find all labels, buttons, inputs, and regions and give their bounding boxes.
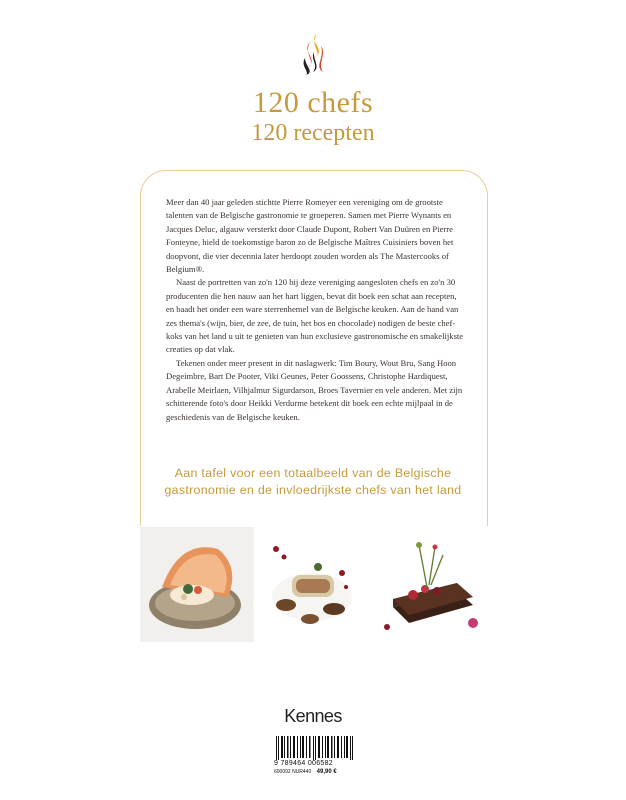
mushroom-dish-photo <box>256 527 370 642</box>
body-paragraph-2: Naast de portretten van zo'n 120 bij deze vereniging aangesloten chefs en zo'n 30 producenten die hen nauw aan het hart liggen, bevat dit boek een schat aan recepten, en baadt het onder een ware sterrenhemel van de Belgische keuken. Aan de hand van zes thema's (wijn, bier, de zee, de tuin, het bos en chocolade) nodigen de beste chef- koks van het land u uit te genieten van hun exclusieve gastronomische en smakelijkste creaties op dat vlak. <box>166 277 464 355</box>
title-line-2: 120 recepten <box>251 120 375 146</box>
body-paragraph-1: Meer dan 40 jaar geleden stichtte Pierre Romeyer een vereniging om de grootste talenten van de Belgische gastronomie te groeperen. Samen met Pierre Wynants en Jacques Deluc, algauw versterkt door Claude Dupont, Robert Van Duüren en Pierre Fonteyne, hield de toekomstige baron zo de Belgische Maîtres Cuisiniers boven het doopvont, die vier decennia later herdoopt zouden worden als The Mastercooks of Belgium®. <box>166 197 454 275</box>
barcode-bars <box>274 736 356 760</box>
body-text <box>166 196 464 424</box>
tagline: Aan tafel voor een totaalbeeld van de Belgische gastronomie en de invloedrijkste chefs van het land <box>164 466 462 497</box>
scallop-dish-photo <box>140 527 254 642</box>
chocolate-cake-photo <box>373 527 487 642</box>
flame-logo-icon <box>297 32 331 76</box>
price: 49,90 € <box>316 769 337 775</box>
title-line-1: 120 chefs <box>252 86 374 119</box>
isbn-number: 9 789464 006582 <box>274 760 333 767</box>
product-code-line <box>274 769 358 775</box>
barcode <box>272 736 358 780</box>
publisher-logo: Kennes <box>284 706 342 726</box>
photo-strip <box>140 527 487 642</box>
body-paragraph-3: Tekenen onder meer present in dit naslagwerk: Tim Boury, Wout Bru, Sang Hoon Degeimbre, Bart De Pooter, Viki Geunes, Peter Goossens, Christophe Hardiquest, Arabelle Meirlaen, Vilhjalmur Sigurdarson, Broes Tavernier en vele anderen. Met zijn schitterende foto's door Heikki Verdurme betekent dit boek een echte mijlpaal in de geschiedenis van de Belgische keuken. <box>166 357 463 422</box>
product-code: 600092 NUR440 <box>274 769 312 775</box>
